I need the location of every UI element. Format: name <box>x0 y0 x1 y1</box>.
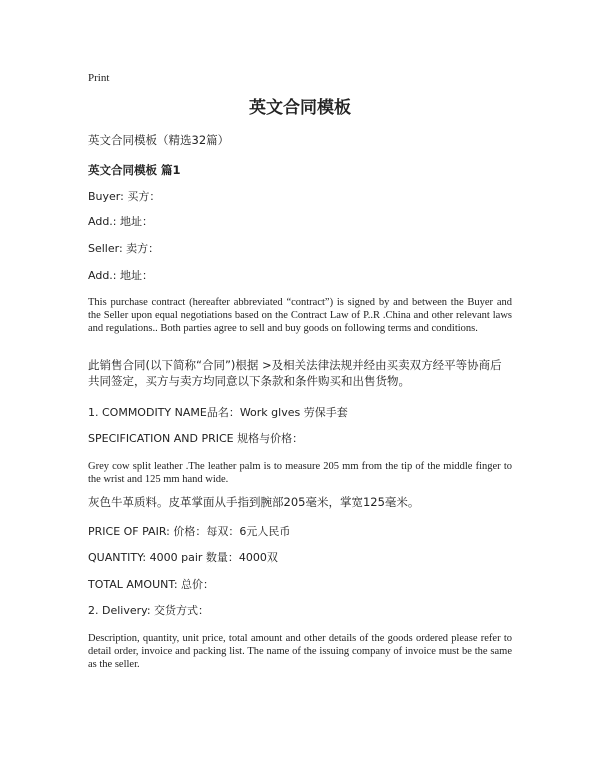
quantity-line: QUANTITY: 4000 pair 数量：4000双 <box>88 551 278 564</box>
section-heading: 英文合同模板 篇1 <box>88 163 181 177</box>
seller-address-field: Add.: 地址： <box>88 269 153 282</box>
commodity-name-line: 1. COMMODITY NAME品名：Work glves 劳保手套 <box>88 406 348 419</box>
seller-field: Seller: 卖方： <box>88 242 160 255</box>
intro-paragraph-cn: 此销售合同(以下简称“合同”)根据 >及相关法律法规并经由买卖双方经平等协商后共同签定，买方与卖方均同意以下条款和条件购买和出售货物。 <box>88 358 502 388</box>
delivery-paragraph: Description, quantity, unit price, total amount and other details of the goods ordered please refer to detail order, invoice and packing list. The name of the issuing company of invoice must be the same as the seller. <box>88 633 512 670</box>
print-link[interactable]: Print <box>88 72 110 84</box>
page-title: 英文合同模板 <box>249 98 351 118</box>
document-subtitle: 英文合同模板（精选32篇） <box>88 133 230 147</box>
spec-paragraph-en: Grey cow split leather .The leather palm is to measure 205 mm from the tip of the middle finger to the wrist and 125 mm hand wide. <box>88 461 512 485</box>
intro-paragraph-en: This purchase contract (hereafter abbreviated “contract”) is signed by and between the Buyer and the Seller upon equal negotiations based on the Contract Law of P..R .China and other relevant laws and regulations.. Both parties agree to sell and buy goods on following terms and conditions. <box>88 297 512 334</box>
buyer-field: Buyer: 买方： <box>88 190 161 203</box>
spec-price-heading: SPECIFICATION AND PRICE 规格与价格： <box>88 432 304 445</box>
spec-paragraph-cn: 灰色牛革质料。皮革掌面从手指到腕部205毫米，掌宽125毫米。 <box>88 495 420 509</box>
buyer-address-field: Add.: 地址： <box>88 215 153 228</box>
delivery-heading: 2. Delivery: 交货方式： <box>88 604 210 617</box>
total-amount-line: TOTAL AMOUNT: 总价： <box>88 578 215 591</box>
price-of-pair-line: PRICE OF PAIR: 价格：每双：6元人民币 <box>88 525 291 538</box>
